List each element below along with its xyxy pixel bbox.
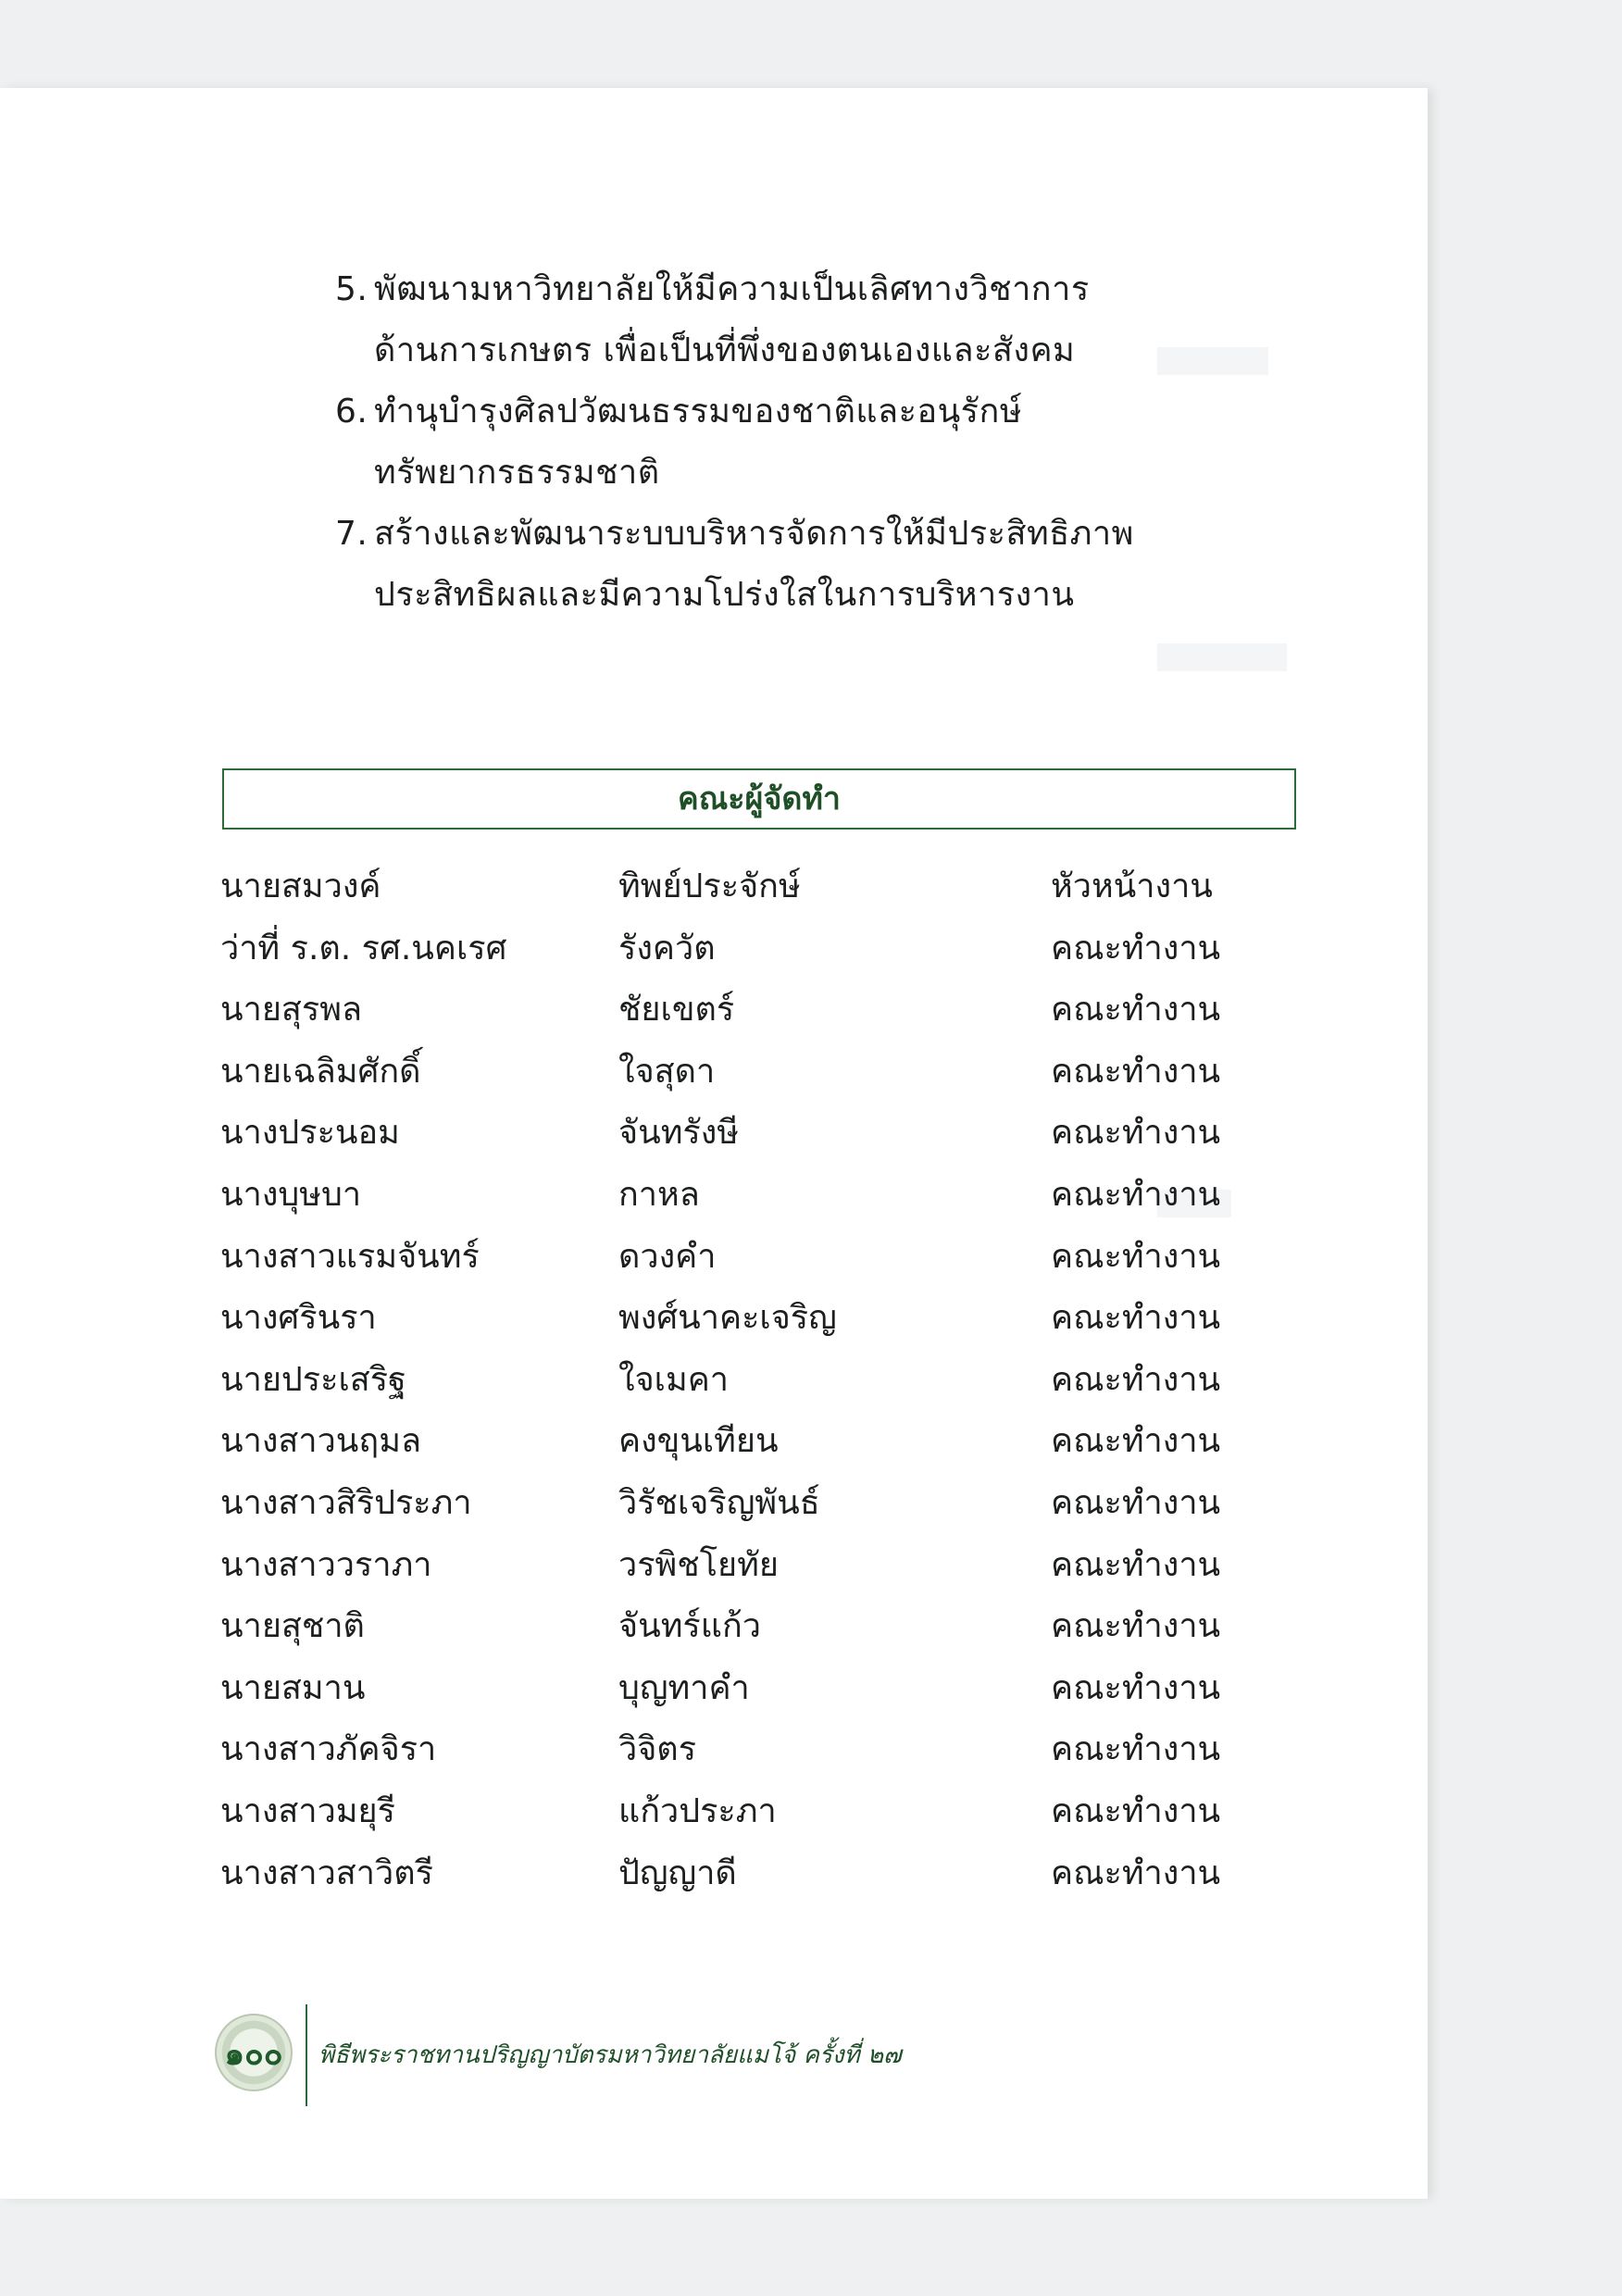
mission-number: 5. [335, 270, 368, 308]
member-role: คณะทำงาน [1051, 1052, 1221, 1091]
mission-item [335, 504, 1242, 565]
team-member-row [220, 1165, 1285, 1227]
member-role: คณะทำงาน [1051, 991, 1221, 1029]
team-member-row [220, 1596, 1285, 1658]
team-heading-box [222, 768, 1296, 830]
member-last-name: วิจิตร [618, 1730, 697, 1769]
team-member-row [220, 856, 1285, 918]
mission-text-continued: ด้านการเกษตร เพื่อเป็นที่พึ่งของตนเองและสังคม [374, 331, 1076, 369]
member-last-name: ใจสุดา [618, 1052, 716, 1091]
member-last-name: ใจเมคา [618, 1360, 730, 1399]
member-role: หัวหน้างาน [1051, 867, 1213, 905]
member-last-name: คงขุนเทียน [618, 1422, 779, 1461]
member-first-name: นายเฉลิมศักดิ์ [220, 1052, 421, 1091]
team-member-row [220, 1350, 1285, 1412]
member-first-name: นางสาวภัคจิรา [220, 1730, 437, 1769]
member-first-name: นางสาวมยุรี [220, 1791, 395, 1830]
member-role: คณะทำงาน [1051, 1237, 1221, 1276]
team-member-list [220, 856, 1285, 1904]
team-member-row [220, 1042, 1285, 1104]
member-role: คณะทำงาน [1051, 1853, 1221, 1892]
member-last-name: บุญทาคำ [618, 1668, 750, 1707]
team-member-row [220, 918, 1285, 980]
member-last-name: จันทรังษี [618, 1114, 740, 1153]
team-member-row [220, 1843, 1285, 1905]
team-member-row [220, 1411, 1285, 1473]
team-member-row [220, 980, 1285, 1042]
team-member-row [220, 1288, 1285, 1350]
member-first-name: นายสุรพล [220, 991, 363, 1029]
team-member-row [220, 1535, 1285, 1597]
member-first-name: นางสาวสาวิตรี [220, 1853, 433, 1892]
member-role: คณะทำงาน [1051, 1175, 1221, 1214]
team-heading: คณะผู้จัดทำ [678, 780, 841, 817]
member-first-name: นางประนอม [220, 1114, 400, 1153]
member-last-name: รังควัต [618, 929, 716, 967]
member-role: คณะทำงาน [1051, 1668, 1221, 1707]
page-footer [215, 2004, 1048, 2106]
mission-text: พัฒนามหาวิทยาลัยให้มีความเป็นเลิศทางวิชาการ [374, 270, 1090, 308]
mission-list [335, 259, 1242, 626]
member-last-name: แก้วประภา [618, 1791, 777, 1830]
member-last-name: พงศ์นาคะเจริญ [618, 1299, 837, 1338]
mission-text: สร้างและพัฒนาระบบบริหารจัดการให้มีประสิทธิภาพ [374, 515, 1134, 553]
mission-item [335, 259, 1242, 320]
mission-text: ทำนุบำรุงศิลปวัฒนธรรมของชาติและอนุรักษ์ [374, 393, 1023, 430]
member-first-name: นายประเสริฐ [220, 1360, 406, 1399]
mission-item [335, 381, 1242, 443]
member-role: คณะทำงาน [1051, 1545, 1221, 1584]
member-last-name: วิรัชเจริญพันธ์ [618, 1483, 820, 1522]
team-member-row [220, 1719, 1285, 1781]
member-role: คณะทำงาน [1051, 1360, 1221, 1399]
member-first-name: นายสมวงค์ [220, 867, 381, 905]
member-last-name: ชัยเขตร์ [618, 991, 735, 1029]
mission-number: 6. [335, 393, 368, 430]
member-first-name: นางศรินรา [220, 1299, 377, 1338]
member-last-name: วรพิชโยทัย [618, 1545, 779, 1584]
member-first-name: นางสาวสิริประภา [220, 1483, 472, 1522]
member-first-name: ว่าที่ ร.ต. รศ.นคเรศ [220, 929, 507, 967]
team-member-row [220, 1658, 1285, 1720]
member-first-name: นายสุชาติ [220, 1607, 365, 1646]
member-role: คณะทำงาน [1051, 1299, 1221, 1338]
footer-divider [306, 2004, 307, 2106]
bleed-through-mark [1157, 643, 1287, 671]
member-role: คณะทำงาน [1051, 929, 1221, 967]
page-number: ๑๐๐ [224, 2036, 283, 2073]
member-first-name: นางสาววราภา [220, 1545, 432, 1584]
member-last-name: ดวงคำ [618, 1237, 717, 1276]
member-first-name: นางสาวแรมจันทร์ [220, 1237, 480, 1276]
member-last-name: ปัญญาดี [618, 1853, 737, 1892]
team-member-row [220, 1103, 1285, 1165]
mission-number: 7. [335, 515, 368, 553]
team-member-row [220, 1227, 1285, 1289]
member-role: คณะทำงาน [1051, 1114, 1221, 1153]
member-role: คณะทำงาน [1051, 1422, 1221, 1461]
mission-text-continued: ทรัพยากรธรรมชาติ [374, 454, 660, 492]
member-role: คณะทำงาน [1051, 1791, 1221, 1830]
member-role: คณะทำงาน [1051, 1607, 1221, 1646]
member-first-name: นายสมาน [220, 1668, 366, 1707]
member-role: คณะทำงาน [1051, 1730, 1221, 1769]
member-last-name: จันทร์แก้ว [618, 1607, 761, 1646]
member-last-name: กาหล [618, 1175, 700, 1214]
member-role: คณะทำงาน [1051, 1483, 1221, 1522]
mission-text-continued: ประสิทธิผลและมีความโปร่งใสในการบริหารงาน [374, 576, 1075, 614]
member-first-name: นางสาวนฤมล [220, 1422, 422, 1461]
member-first-name: นางบุษบา [220, 1175, 362, 1214]
footer-caption: พิธีพระราชทานปริญญาบัตรมหาวิทยาลัยแมโจ้ ครั้งที่ ๒๗ [318, 2041, 902, 2069]
member-last-name: ทิพย์ประจักษ์ [618, 867, 801, 905]
team-member-row [220, 1473, 1285, 1535]
team-member-row [220, 1781, 1285, 1843]
